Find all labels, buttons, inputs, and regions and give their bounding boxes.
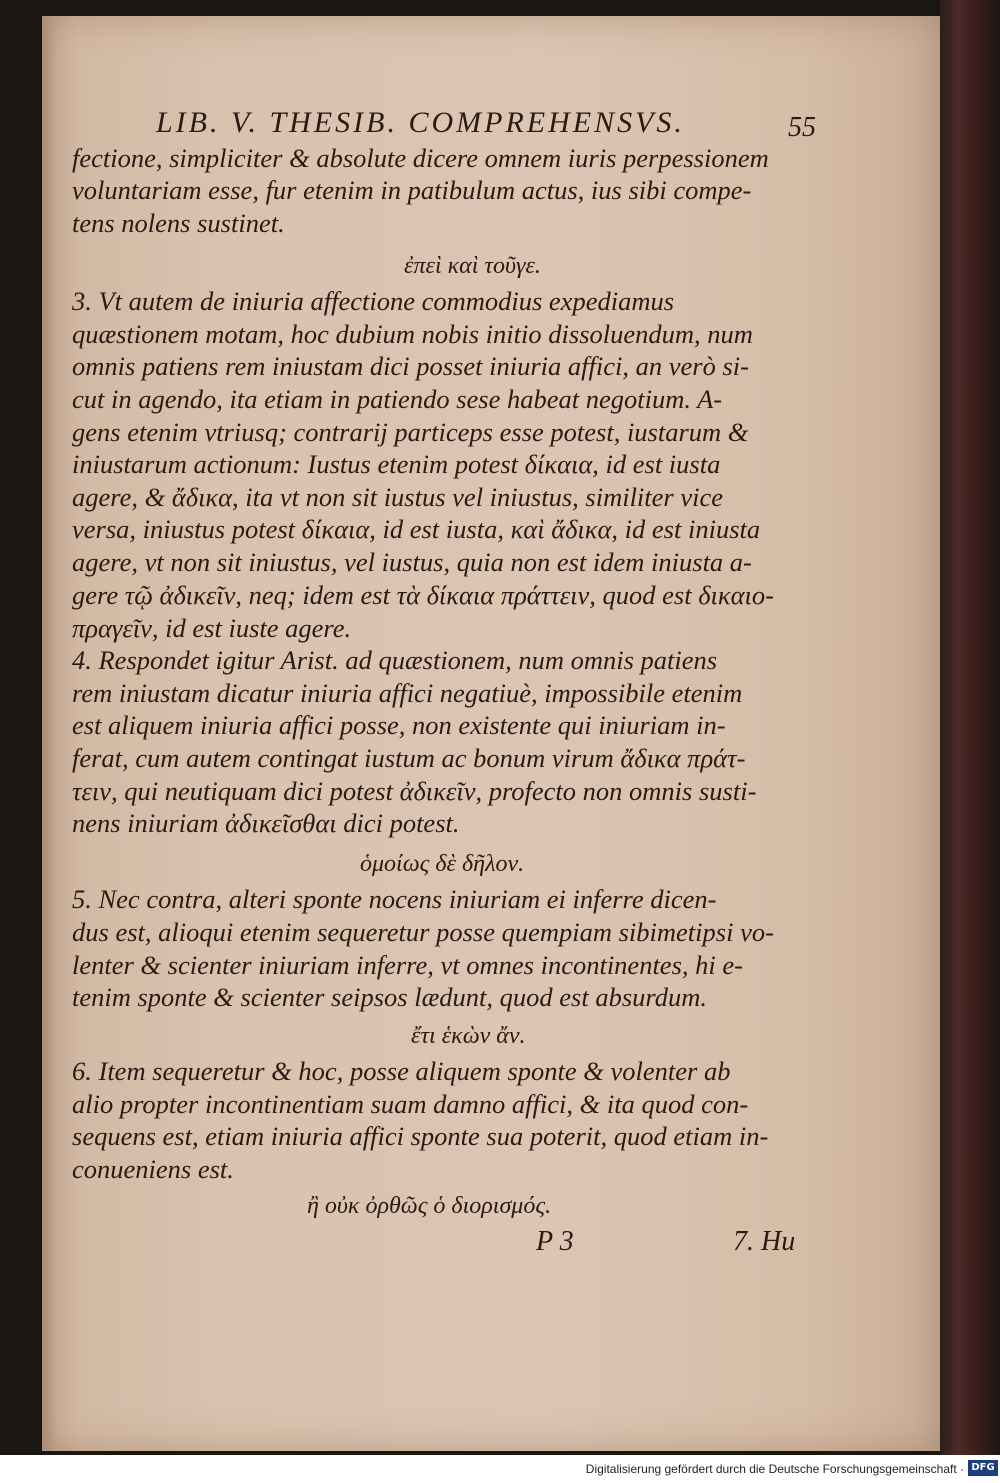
text-line: 6. Item sequeretur & hoc, posse aliquem sponte & volenter ab — [72, 1056, 731, 1086]
dfg-logo: DFG — [968, 1460, 998, 1476]
greek-heading: ἐπεὶ καὶ τοῦγε. — [404, 253, 541, 279]
text-line: dus est, alioqui etenim sequeretur posse quempiam sibimetipsi vo- — [72, 917, 774, 947]
text-line: agere, vt non sit iniustus, vel iustus, quia non est idem iniusta a- — [72, 547, 752, 577]
text-line: omnis patiens rem iniustam dici posset iniuria affici, an verò si- — [72, 351, 749, 381]
text-line: alio propter incontinentiam suam damno affici, & ita quod con- — [72, 1089, 749, 1119]
text-line: iniustarum actionum: Iustus etenim potest δίκαια, id est iusta — [72, 449, 721, 479]
text-line: gere τῷ ἀδικεῖν, neq; idem est τὰ δίκαια πράττειν, quod est δικαιο- — [72, 580, 774, 610]
catchword: 7. Hu — [733, 1226, 796, 1257]
running-title: LIB. V. THESIB. COMPREHENSVS. — [156, 106, 685, 139]
text-line: τειν, qui neutiquam dici potest ἀδικεῖν, profecto non omnis susti- — [72, 776, 757, 806]
text-line: cut in agendo, ita etiam in patiendo sese habeat negotium. A- — [72, 384, 723, 414]
text-line: est aliquem iniuria affici posse, non existente qui iniuriam in- — [72, 710, 726, 740]
greek-heading: ἢ οὐκ ὀρθῶς ὁ διορισμός. — [307, 1193, 552, 1219]
text-line: lenter & scienter iniuriam inferre, vt omnes incontinentes, hi e- — [72, 950, 743, 980]
text-line: tenim sponte & scienter seipsos lædunt, quod est absurdum. — [72, 982, 707, 1012]
text-line: conueniens est. — [72, 1154, 234, 1184]
text-line: 5. Nec contra, alteri sponte nocens iniuriam ei inferre dicen- — [72, 884, 717, 914]
page-left-edge-shadow — [42, 16, 56, 1451]
text-line: πραγεῖν, id est iuste agere. — [72, 613, 352, 643]
page-number: 55 — [788, 112, 816, 143]
text-line: agere, & ἄδικα, ita vt non sit iustus vel iniustus, similiter vice — [72, 482, 724, 512]
greek-heading: ὁμοίως δὲ δῆλον. — [360, 851, 525, 877]
text-line: ferat, cum autem contingat iustum ac bonum virum ἄδικα πράτ- — [72, 743, 746, 773]
book-binding-edge — [940, 0, 1000, 1455]
signature-mark: P 3 — [536, 1226, 574, 1257]
text-line: rem iniustam dicatur iniuria affici negatiuè, impossibile etenim — [72, 678, 743, 708]
digitization-credit: Digitalisierung gefördert durch die Deutsche Forschungsgemeinschaft · — [585, 1462, 964, 1476]
text-line: fectione, simpliciter & absolute dicere omnem iuris perpessionem — [72, 143, 769, 173]
text-line: voluntariam esse, fur etenim in patibulum actus, ius sibi compe- — [72, 175, 752, 205]
text-line: versa, iniustus potest δίκαια, id est iusta, καὶ ἄδικα, id est iniusta — [72, 514, 761, 544]
text-line: gens etenim vtriusq; contrarij particeps esse potest, iustarum & — [72, 417, 749, 447]
text-line: 4. Respondet igitur Arist. ad quæstionem, num omnis patiens — [72, 645, 718, 675]
text-line: 3. Vt autem de iniuria affectione commodius expediamus — [72, 286, 675, 316]
text-line: sequens est, etiam iniuria affici sponte sua poterit, quod etiam in- — [72, 1121, 769, 1151]
greek-heading: ἔτι ἑκὼν ἄν. — [411, 1023, 526, 1049]
text-line: nens iniuriam ἀδικεῖσθαι dici potest. — [72, 808, 460, 838]
text-line: tens nolens sustinet. — [72, 208, 285, 238]
text-line: quæstionem motam, hoc dubium nobis initio dissoluendum, num — [72, 319, 753, 349]
